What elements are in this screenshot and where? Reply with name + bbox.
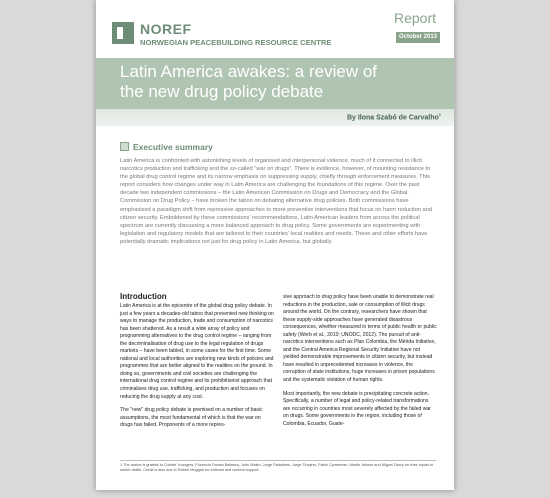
paragraph: The "new" drug policy debate is premised on a number of basic assumptions, the most fundamental of which is that the war on drugs has failed. Proponents of a more repres-	[120, 407, 263, 429]
org-name: NOREF	[140, 21, 192, 37]
paragraph: sive approach to drug policy have been unable to demonstrate real reductions in the production, sale or consumption of illicit drugs around the world. On the contrary, researchers have shown that these supply-side approaches have generated disastrous consequences, whether measured in terms of public health or public safety (Werb et al., 2010; UNODC, 2012). The pursuit of anti-narcotics interventions such as Plan Colombia, the Mérida Initiative, and the Central America Regional Security Initiative have not yielded demonstrable improvements in citizen security, but instead have resulted in unprecedented increases in violence, the corruption of state institutions, huge increases in prison populations and the systematic violation of human rights.	[283, 294, 437, 384]
paragraph: Latin America is at the epicentre of the global drug policy debate. In just a few years a decades-old taboo that prevented new thinking on ways to manage the production, trade and consumption of narcotics has been shattered. As a result a wide array of policy and programming alternatives to the drug control regime – ranging from the decriminalisation of drug use to the legal regulation of drugs markets – have been tabled, in some cases for the first time. Some national and local authorities are exploring new kinds of policies and programmes that are better aligned to the realities on the ground. In doing so, governments and civil societies are challenging the international drug control regime and its prohibitionist approach that criminalises drug use, trafficking, and production and focuses on reducing the drug supply at any cost.	[120, 303, 274, 400]
executive-summary-heading	[120, 142, 213, 152]
report-title-line-2: the new drug policy debate	[120, 82, 324, 101]
executive-summary-heading-text: Executive summary	[133, 142, 213, 152]
text-column-left	[120, 303, 274, 436]
paragraph: Most importantly, the new debate is precipitating concrete action. Specifically, a number of legal and policy-related transformations are occurring in countries most severely affected by the failed war on drugs. Some governments in the region, including those of Colombia, Ecuador, Guate-	[283, 390, 431, 427]
org-subtitle: NORWEGIAN PEACEBUILDING RESOURCE CENTRE	[140, 38, 332, 47]
footnote-divider	[120, 460, 436, 461]
square-bullet-icon	[120, 142, 129, 151]
text-column-right	[283, 294, 437, 434]
document-date: October 2013	[396, 32, 440, 43]
executive-summary-body: Latin America is confronted with astonishing levels of organised and interpersonal violence, much of it connected to illicit narcotics production and trafficking and the so-called "war on drugs". There is evidence, however, of mounting resistance to the global drug control regime and its narrow emphasis on suppressing supply, chiefly through enforcement measures. This report considers how changes under way in Latin America are challenging the foundations of this regime. Over the past decade two independent commissions – the Latin American Commission on Drugs and Democracy and the Global Commission on Drug Policy – have broken the taboo on debating alternative drug policies. Both commissions have emphasised a paradigm shift from repressive approaches to more preventive interventions that focus on harm reduction and citizen security. Emboldened by these commissions' recommendations, Latin American leaders from across the political spectrum are currently discussing a more balanced approach to drug policy. Some governments are experimenting with legislation and regulatory models that are tailored to their countries' local realities and needs. These and other efforts have potentially dramatic implications not just for drug policy in Latin America, but globally.	[120, 158, 433, 245]
title-band	[96, 58, 454, 109]
document-type: Report	[393, 10, 436, 26]
author-name: By Ilona Szabó de Carvalho	[346, 114, 439, 122]
footnote: 1 The author is grateful to Colette Youngers, Florencia Fontan Balestra, John Walsh, Jorge Paladines, Jorge Tinajero, Pablo Cymerman, Martin Jelsma and Miguel Darcy for their inputs to earlier drafts. Credit is also due to Robert Muggah for editorial and content support.	[120, 463, 434, 472]
report-title-line-1: Latin America awakes: a review of	[120, 62, 378, 81]
report-title	[120, 62, 440, 102]
footnote-marker: 1	[438, 112, 441, 117]
report-header	[96, 0, 454, 56]
noref-logo-icon	[112, 22, 134, 44]
introduction-heading: Introduction	[120, 292, 167, 301]
author-byline	[347, 112, 441, 121]
report-page	[96, 0, 454, 490]
author-band	[96, 109, 454, 126]
